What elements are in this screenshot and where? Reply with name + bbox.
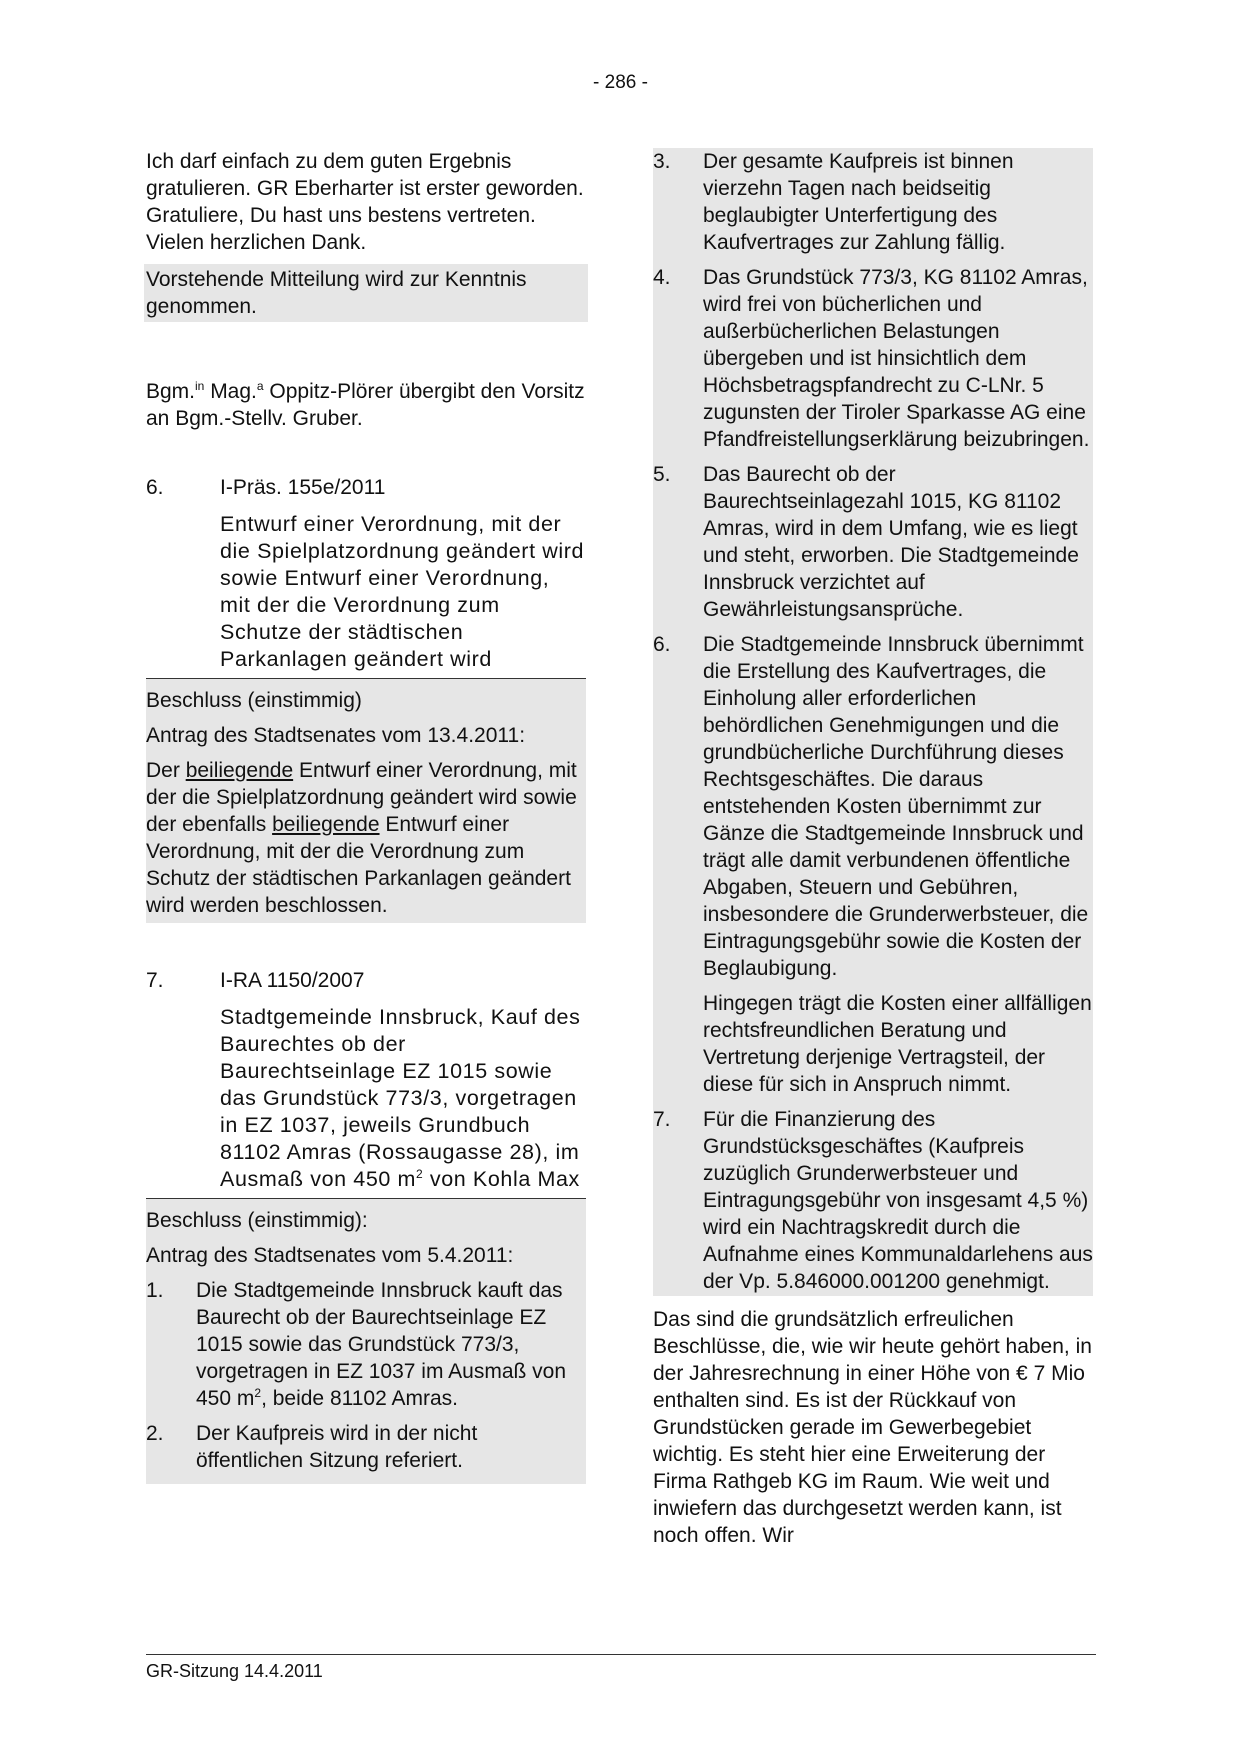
- footer-text: GR-Sitzung 14.4.2011: [146, 1661, 323, 1681]
- list-item: 5. Das Baurecht ob der Baurechtseinlagezahl 1015, KG 81102 Amras, wird in dem Umfang, wie es liegt und steht, erworben. Die Stadtgemeinde Innsbruck verzichtet auf Gewährleistungsansprüche.: [653, 463, 1079, 621]
- chair-transfer-paragraph: Bgm.$^{in}$ Mag.$^a$ Oppitz-Plörer übergibt den Vorsitz an Bgm.-Stellv. Gruber.: [146, 379, 585, 430]
- list-item: 4. Das Grundstück 773/3, KG 81102 Amras, wird frei von bücherlichen und außerbücherlichen Belastungen übergeben und ist hinsichtlich dem Höchsbetragspfandrecht zu C-LNr. 5 zugunsten der Tiroler Sparkasse AG eine Pfandfreistellungserklärung beizubringen.: [653, 266, 1090, 451]
- right-column: [653, 148, 1093, 1549]
- agenda-item-number: 6.: [146, 476, 164, 499]
- list-item: 1. Die Stadtgemeinde Innsbruck kauft das Baurecht ob der Baurechtseinlage EZ 1015 sowie das Grundstück 773/3, vorgetragen in EZ 1037 im Ausmaß von 450 $m^2$, beide 81102 Amras.: [146, 1279, 567, 1410]
- motion-continuation-block: [653, 148, 1093, 1296]
- agenda-item-6-header: [146, 474, 586, 501]
- agenda-item-6-title: Entwurf einer Verordnung, mit der die Spielplatzordnung geändert wird sowie Entwurf einer Verordnung, mit der die Verordnung zum Schutze der städtischen Parkanlagen geändert wird: [220, 512, 585, 671]
- agenda-item-ref: I-Präs. 155e/2011: [220, 476, 386, 499]
- decision-text: Der beiliegende Entwurf einer Verordnung, mit der die Spielplatzordnung geändert wird sowie der ebenfalls beiliegende Entwurf einer Verordnung, mit der die Verordnung zum Schutz der städtischen Parkanlagen geändert wird werden beschlossen.: [146, 759, 577, 917]
- agenda-item-number: 7.: [146, 969, 164, 992]
- left-column: [146, 148, 586, 1484]
- motion-label: Antrag des Stadtsenates vom 5.4.2011:: [146, 1244, 514, 1267]
- footer-divider: [146, 1654, 1096, 1655]
- agenda-item-7-decision-block: [146, 1199, 586, 1484]
- agenda-item-6-decision-block: [146, 679, 586, 923]
- list-item: 7. Für die Finanzierung des Grundstücksgeschäftes (Kaufpreis zuzüglich Grunderwerbsteuer und Eintragungsgebühr von insgesamt 4,5 %) wird ein Nachtragskredit durch die Aufnahme eines Kommunaldarlehens aus der Vp. 5.846000.001200 genehmigt.: [653, 1108, 1093, 1293]
- page-number: - 286 -: [593, 72, 648, 93]
- decision-label: Beschluss (einstimmig):: [146, 1209, 368, 1232]
- list-item: 2. Der Kaufpreis wird in der nicht öffentlichen Sitzung referiert.: [146, 1422, 478, 1472]
- agenda-item-7-header: [146, 967, 586, 994]
- list-item: 6. Die Stadtgemeinde Innsbruck übernimmt die Erstellung des Kaufvertrages, die Einholung aller erforderlichen behördlichen Genehmigungen und die grundbücherliche Durchführung dieses Rechtsgeschäftes. Die daraus entstehenden Kosten übernimmt zur Gänze die Stadtgemeinde Innsbruck und trägt alle damit verbundenen öffentliche Abgaben, Steuern und Gebühren, insbesondere die Grunderwerbsteuer, die Eintragungsgebühr sowie die Kosten der Beglaubigung. Hingegen trägt die Kosten einer allfälligen rechtsfreundlichen Beratung und Vertretung derjenige Vertragsteil, der diese für sich in Anspruch nimmt.: [653, 633, 1092, 1096]
- notice-paragraph: Vorstehende Mitteilung wird zur Kenntnis genommen.: [144, 264, 588, 322]
- agenda-item-7-title: Stadtgemeinde Innsbruck, Kauf des Baurechtes ob der Baurechtseinlage EZ 1015 sowie das Grundstück 773/3, vorgetragen in EZ 1037, jeweils Grundbuch 81102 Amras (Rossaugasse 28), im Ausmaß von 450 $m^2$ von Kohla Max: [220, 1005, 581, 1191]
- motion-label: Antrag des Stadtsenates vom 13.4.2011:: [146, 724, 526, 747]
- intro-paragraph: Ich darf einfach zu dem guten Ergebnis gratulieren. GR Eberharter ist erster geworden. Gratuliere, Du hast uns bestens vertreten. Vielen herzlichen Dank.: [146, 150, 584, 254]
- decision-label: Beschluss (einstimmig): [146, 689, 362, 712]
- closing-paragraph: Das sind die grundsätzlich erfreulichen Beschlüsse, die, wie wir heute gehört haben, in der Jahresrechnung in einer Höhe von € 7 Mio enthalten sind. Es ist der Rückkauf von Grundstücken gerade im Gewerbegebiet wichtig. Es steht hier eine Erweiterung der Firma Rathgeb KG im Raum. Wie weit und inwiefern das durchgesetzt werden kann, ist noch offen. Wir: [653, 1308, 1092, 1547]
- agenda-item-ref: I-RA 1150/2007: [220, 969, 365, 992]
- list-item: 3. Der gesamte Kaufpreis ist binnen vierzehn Tagen nach beidseitig beglaubigter Unterfertigung des Kaufvertrages zur Zahlung fällig.: [653, 150, 1014, 254]
